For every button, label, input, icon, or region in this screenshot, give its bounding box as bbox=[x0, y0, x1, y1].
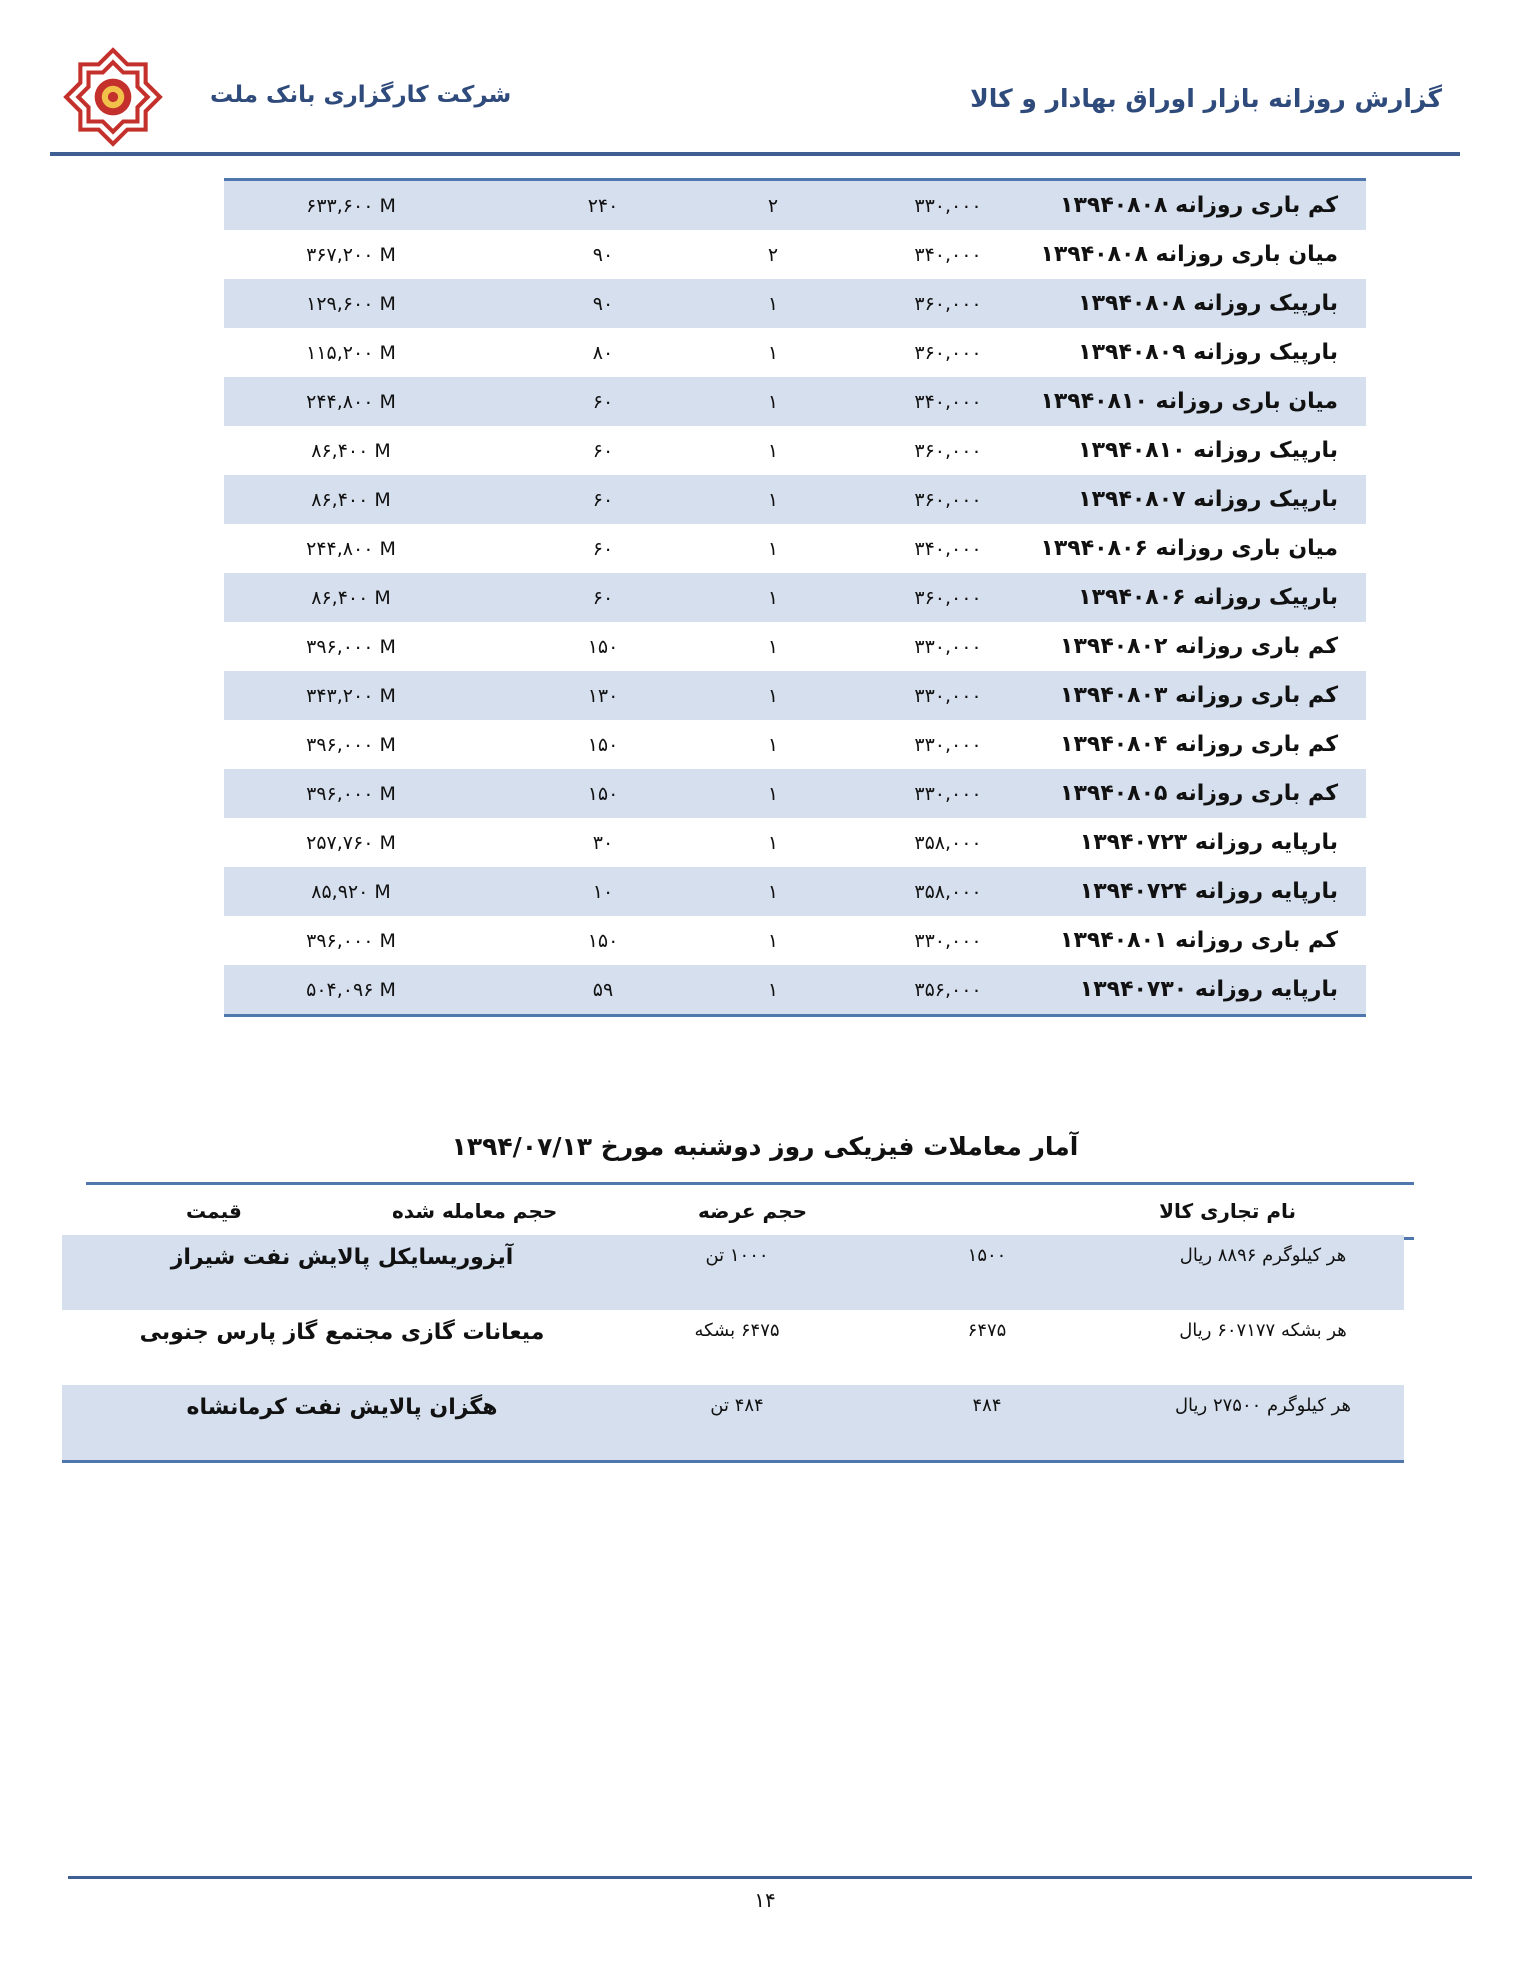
page-number: ۱۴ bbox=[754, 1888, 776, 1912]
cell-contract-name: بارپیک روزانه ۱۳۹۴۰۸۰۸ bbox=[1038, 279, 1366, 328]
cell-price: ۳۶۰,۰۰۰ bbox=[858, 573, 1038, 622]
physical-stats-table bbox=[62, 1235, 1404, 1463]
cell-contract-name: بارپیک روزانه ۱۳۹۴۰۸۰۹ bbox=[1038, 328, 1366, 377]
cell-value: ۸۶,۴۰۰ M bbox=[224, 573, 518, 622]
cell-qty: ۲ bbox=[688, 230, 858, 279]
page-header bbox=[0, 0, 1530, 160]
cell-volume: ۸۰ bbox=[518, 328, 688, 377]
cell-volume: ۳۰ bbox=[518, 818, 688, 867]
cell-offer-volume: ۶۴۷۵ بشکه bbox=[622, 1310, 852, 1385]
header-traded: حجم معامله شده bbox=[392, 1199, 558, 1223]
cell-contract-name: کم باری روزانه ۱۳۹۴۰۸۰۱ bbox=[1038, 916, 1366, 965]
table-row bbox=[224, 916, 1366, 965]
table-row bbox=[224, 377, 1366, 426]
cell-price: ۳۴۰,۰۰۰ bbox=[858, 524, 1038, 573]
table-row bbox=[62, 1310, 1404, 1385]
cell-qty: ۱ bbox=[688, 867, 858, 916]
cell-qty: ۱ bbox=[688, 426, 858, 475]
cell-price: ۳۳۰,۰۰۰ bbox=[858, 671, 1038, 720]
cell-qty: ۱ bbox=[688, 573, 858, 622]
cell-volume: ۱۳۰ bbox=[518, 671, 688, 720]
cell-price: ۳۶۰,۰۰۰ bbox=[858, 328, 1038, 377]
cell-qty: ۱ bbox=[688, 671, 858, 720]
cell-value: ۳۹۶,۰۰۰ M bbox=[224, 622, 518, 671]
cell-contract-name: کم باری روزانه ۱۳۹۴۰۸۰۳ bbox=[1038, 671, 1366, 720]
table-row bbox=[224, 230, 1366, 279]
cell-price: ۳۴۰,۰۰۰ bbox=[858, 377, 1038, 426]
table-row bbox=[224, 769, 1366, 818]
cell-price: ۳۳۰,۰۰۰ bbox=[858, 622, 1038, 671]
cell-contract-name: میان باری روزانه ۱۳۹۴۰۸۱۰ bbox=[1038, 377, 1366, 426]
cell-qty: ۱ bbox=[688, 818, 858, 867]
header-price: قیمت bbox=[186, 1199, 242, 1223]
cell-qty: ۱ bbox=[688, 475, 858, 524]
table-row bbox=[224, 328, 1366, 377]
cell-volume: ۵۹ bbox=[518, 965, 688, 1016]
cell-price: ۳۳۰,۰۰۰ bbox=[858, 916, 1038, 965]
physical-stats-title: آمار معاملات فیزیکی روز دوشنبه مورخ ۱۳۹۴/۰۷/۱۳ bbox=[451, 1132, 1079, 1161]
company-name: شرکت کارگزاری بانک ملت bbox=[210, 82, 512, 108]
cell-traded-volume: ۱۵۰۰ bbox=[852, 1235, 1122, 1310]
cell-qty: ۱ bbox=[688, 328, 858, 377]
table-row bbox=[224, 622, 1366, 671]
cell-price: ۳۳۰,۰۰۰ bbox=[858, 720, 1038, 769]
cell-value: ۵۰۴,۰۹۶ M bbox=[224, 965, 518, 1016]
cell-good-name: آیزوریسایکل پالایش نفت شیراز bbox=[62, 1235, 622, 1310]
cell-contract-name: بارپیک روزانه ۱۳۹۴۰۸۰۷ bbox=[1038, 475, 1366, 524]
contracts-table bbox=[224, 178, 1366, 1017]
cell-volume: ۱۰ bbox=[518, 867, 688, 916]
cell-traded-volume: ۶۴۷۵ bbox=[852, 1310, 1122, 1385]
cell-qty: ۱ bbox=[688, 279, 858, 328]
cell-value: ۸۵,۹۲۰ M bbox=[224, 867, 518, 916]
cell-contract-name: بارپایه روزانه ۱۳۹۴۰۷۲۴ bbox=[1038, 867, 1366, 916]
header-offer: حجم عرضه bbox=[698, 1199, 808, 1223]
cell-contract-name: کم باری روزانه ۱۳۹۴۰۸۰۸ bbox=[1038, 180, 1366, 231]
cell-volume: ۱۵۰ bbox=[518, 720, 688, 769]
bank-mellat-logo-icon bbox=[62, 46, 164, 148]
cell-good-name: میعانات گازی مجتمع گاز پارس جنوبی bbox=[62, 1310, 622, 1385]
cell-good-name: هگزان پالایش نفت کرمانشاه bbox=[62, 1385, 622, 1462]
cell-contract-name: میان باری روزانه ۱۳۹۴۰۸۰۸ bbox=[1038, 230, 1366, 279]
cell-volume: ۲۴۰ bbox=[518, 180, 688, 231]
cell-value: ۲۵۷,۷۶۰ M bbox=[224, 818, 518, 867]
cell-volume: ۱۵۰ bbox=[518, 622, 688, 671]
cell-price: ۳۴۰,۰۰۰ bbox=[858, 230, 1038, 279]
cell-contract-name: بارپایه روزانه ۱۳۹۴۰۷۳۰ bbox=[1038, 965, 1366, 1016]
cell-traded-volume: ۴۸۴ bbox=[852, 1385, 1122, 1462]
cell-value: ۳۹۶,۰۰۰ M bbox=[224, 769, 518, 818]
table-row bbox=[224, 965, 1366, 1016]
cell-contract-name: کم باری روزانه ۱۳۹۴۰۸۰۵ bbox=[1038, 769, 1366, 818]
cell-contract-name: کم باری روزانه ۱۳۹۴۰۸۰۴ bbox=[1038, 720, 1366, 769]
cell-price: ۳۶۰,۰۰۰ bbox=[858, 426, 1038, 475]
table-row bbox=[224, 524, 1366, 573]
cell-qty: ۱ bbox=[688, 720, 858, 769]
cell-qty: ۱ bbox=[688, 769, 858, 818]
cell-unit-price: هر بشکه ۶۰۷۱۷۷ ریال bbox=[1122, 1310, 1404, 1385]
cell-contract-name: بارپایه روزانه ۱۳۹۴۰۷۲۳ bbox=[1038, 818, 1366, 867]
cell-contract-name: بارپیک روزانه ۱۳۹۴۰۸۱۰ bbox=[1038, 426, 1366, 475]
cell-volume: ۶۰ bbox=[518, 524, 688, 573]
cell-value: ۱۲۹,۶۰۰ M bbox=[224, 279, 518, 328]
cell-unit-price: هر کیلوگرم ۸۸۹۶ ریال bbox=[1122, 1235, 1404, 1310]
cell-value: ۲۴۴,۸۰۰ M bbox=[224, 524, 518, 573]
physical-stats-header bbox=[86, 1182, 1414, 1240]
table-row bbox=[62, 1235, 1404, 1310]
cell-offer-volume: ۴۸۴ تن bbox=[622, 1385, 852, 1462]
cell-offer-volume: ۱۰۰۰ تن bbox=[622, 1235, 852, 1310]
table-row bbox=[224, 818, 1366, 867]
cell-price: ۳۵۸,۰۰۰ bbox=[858, 867, 1038, 916]
table-row bbox=[224, 279, 1366, 328]
cell-price: ۳۶۰,۰۰۰ bbox=[858, 475, 1038, 524]
table-row bbox=[224, 720, 1366, 769]
cell-contract-name: کم باری روزانه ۱۳۹۴۰۸۰۲ bbox=[1038, 622, 1366, 671]
cell-contract-name: میان باری روزانه ۱۳۹۴۰۸۰۶ bbox=[1038, 524, 1366, 573]
cell-value: ۳۴۳,۲۰۰ M bbox=[224, 671, 518, 720]
footer-divider bbox=[68, 1876, 1472, 1879]
cell-price: ۳۵۸,۰۰۰ bbox=[858, 818, 1038, 867]
table-row bbox=[224, 867, 1366, 916]
cell-unit-price: هر کیلوگرم ۲۷۵۰۰ ریال bbox=[1122, 1385, 1404, 1462]
cell-volume: ۶۰ bbox=[518, 426, 688, 475]
header-good: نام تجاری کالا bbox=[1159, 1199, 1296, 1223]
cell-qty: ۱ bbox=[688, 524, 858, 573]
header-divider bbox=[50, 152, 1460, 156]
cell-value: ۸۶,۴۰۰ M bbox=[224, 475, 518, 524]
cell-volume: ۶۰ bbox=[518, 573, 688, 622]
cell-qty: ۲ bbox=[688, 180, 858, 231]
cell-price: ۳۳۰,۰۰۰ bbox=[858, 180, 1038, 231]
cell-volume: ۱۵۰ bbox=[518, 769, 688, 818]
table-row bbox=[224, 573, 1366, 622]
cell-value: ۳۶۷,۲۰۰ M bbox=[224, 230, 518, 279]
cell-contract-name: بارپیک روزانه ۱۳۹۴۰۸۰۶ bbox=[1038, 573, 1366, 622]
table-row bbox=[62, 1385, 1404, 1462]
cell-volume: ۶۰ bbox=[518, 377, 688, 426]
cell-value: ۳۹۶,۰۰۰ M bbox=[224, 720, 518, 769]
cell-price: ۳۶۰,۰۰۰ bbox=[858, 279, 1038, 328]
cell-value: ۳۹۶,۰۰۰ M bbox=[224, 916, 518, 965]
cell-value: ۸۶,۴۰۰ M bbox=[224, 426, 518, 475]
report-title: گزارش روزانه بازار اوراق بهادار و کالا bbox=[970, 84, 1442, 113]
cell-qty: ۱ bbox=[688, 916, 858, 965]
cell-qty: ۱ bbox=[688, 377, 858, 426]
cell-volume: ۱۵۰ bbox=[518, 916, 688, 965]
cell-price: ۳۳۰,۰۰۰ bbox=[858, 769, 1038, 818]
cell-qty: ۱ bbox=[688, 965, 858, 1016]
table-row bbox=[224, 426, 1366, 475]
table-row bbox=[224, 475, 1366, 524]
table-row bbox=[224, 671, 1366, 720]
cell-qty: ۱ bbox=[688, 622, 858, 671]
cell-price: ۳۵۶,۰۰۰ bbox=[858, 965, 1038, 1016]
cell-value: ۱۱۵,۲۰۰ M bbox=[224, 328, 518, 377]
table-row bbox=[224, 180, 1366, 231]
cell-value: ۲۴۴,۸۰۰ M bbox=[224, 377, 518, 426]
cell-volume: ۶۰ bbox=[518, 475, 688, 524]
cell-volume: ۹۰ bbox=[518, 279, 688, 328]
cell-volume: ۹۰ bbox=[518, 230, 688, 279]
cell-value: ۶۳۳,۶۰۰ M bbox=[224, 180, 518, 231]
